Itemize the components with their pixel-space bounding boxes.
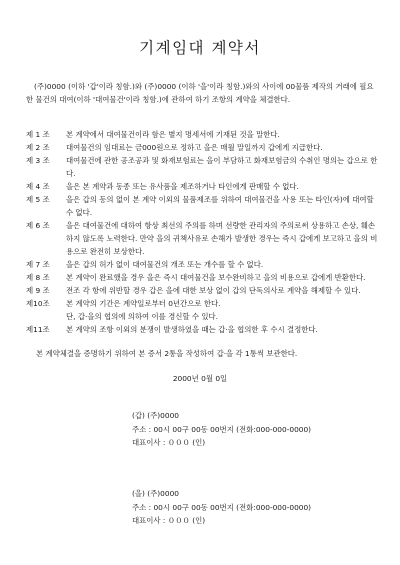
article — [26, 180, 378, 193]
article-text: 을은 본 계약과 동종 또는 유사품을 제조하거나 타인에게 판매할 수 없다. — [66, 182, 299, 191]
article-text: 본 계약이 완료했을 경우 을은 즉시 대여물건을 보수완비하고 을의 비용으로 갑에게 반환한다. — [66, 273, 366, 282]
preamble: (주)0000 (이하 '갑'이라 칭함.)와 (주)0000 (이하 '을'이라 칭함.)와의 사이에 00물품 제작의 거래에 필요한 물건의 대여(이하 '대여물건'이라 칭함.)에 관하여 하기 조항의 계약을 체결한다. — [26, 82, 374, 104]
article — [26, 219, 378, 258]
document-title: 기계임대 계약서 — [139, 39, 261, 57]
article — [26, 193, 378, 219]
article-number: 제 2 조 — [26, 143, 50, 152]
article — [26, 258, 378, 271]
closing-statement: 본 계약체결을 증명하기 위하여 본 증서 2통을 작성하여 갑·을 각 1통씩 보관한다. — [36, 349, 298, 358]
article-text: 본 계약의 기간은 계약일로부터 0년간으로 한다. — [66, 299, 221, 308]
article — [26, 154, 378, 180]
party-a-block — [132, 409, 382, 450]
article-number: 제 5 조 — [26, 195, 50, 204]
article-number: 제 8 조 — [26, 273, 50, 282]
article-list — [26, 128, 378, 336]
party-b-name: (을) (주)0000 — [132, 489, 179, 498]
article-number: 제10조 — [26, 299, 50, 308]
article-number: 제 7 조 — [26, 260, 50, 269]
party-b-representative: 대표이사 : ０００ (인) — [132, 516, 206, 525]
article-number: 제 3 조 — [26, 156, 50, 165]
party-a-representative: 대표이사 : ０００ (인) — [132, 438, 206, 447]
article — [26, 297, 378, 323]
article — [26, 128, 378, 141]
article — [26, 284, 378, 297]
party-a-address: 주소 : 00시 00구 00동 00번지 (전화:000-000-0000) — [132, 424, 312, 434]
article-text: 대여물건에 관한 공조공과 및 화재보험료는 을이 부담하고 화재보험금의 수취인 명의는 갑으로 한다. — [66, 156, 378, 178]
article-text: 전조 각 항에 위반할 경우 갑은 을에 대한 보상 없이 갑의 단독의사로 계약을 해제할 수 있다. — [66, 286, 361, 295]
party-b-block — [132, 487, 382, 528]
article-number: 제 1 조 — [26, 130, 50, 139]
article-text: 대여물건의 임대료는 금000원으로 정하고 을은 매월 말일까지 갑에게 지급한다. — [66, 143, 323, 152]
article — [26, 141, 378, 154]
article — [26, 271, 378, 284]
article-text: 을은 대여물건에 대하여 항상 최선의 주의를 하며 선량한 관리자의 주의로써 상용하고 손상, 훼손하지 않도록 노력한다. 만약 을의 귀책사유로 손해가 발생한 경우는 즉시 갑에게 보고하고 을의 비용으로 완전히 보상한다. — [66, 221, 378, 256]
article-proviso: 단, 갑·을의 협의에 의하여 이를 경신할 수 있다. — [66, 312, 219, 321]
article-text: 을은 갑의 허가 없이 대여물건의 개조 또는 개수를 할 수 없다. — [66, 260, 264, 269]
article-text: 본 계약의 조항 이외의 분쟁이 발생하였을 때는 갑·을 협의한 후 수시 결정한다. — [66, 325, 318, 334]
article-number: 제 6 조 — [26, 221, 50, 230]
article-number: 제11조 — [26, 325, 50, 334]
article-text: 을은 갑의 동의 없이 본 계약 이외의 물품제조를 위하여 대여물건을 사용 또는 타인(자)에 대여할 수 없다. — [66, 195, 374, 217]
party-b-address: 주소 : 00시 00구 00동 00번지 (전화:000-000-0000) — [132, 502, 312, 512]
article-number: 제 9 조 — [26, 286, 50, 295]
party-a-name: (갑) (주)0000 — [132, 411, 179, 420]
article-text: 본 계약에서 대여물건이라 함은 별지 명세서에 기재된 것을 말한다. — [66, 130, 280, 139]
contract-date: 2000년 0월 0일 — [172, 374, 228, 383]
article-number: 제 4 조 — [26, 182, 50, 191]
article — [26, 323, 378, 336]
